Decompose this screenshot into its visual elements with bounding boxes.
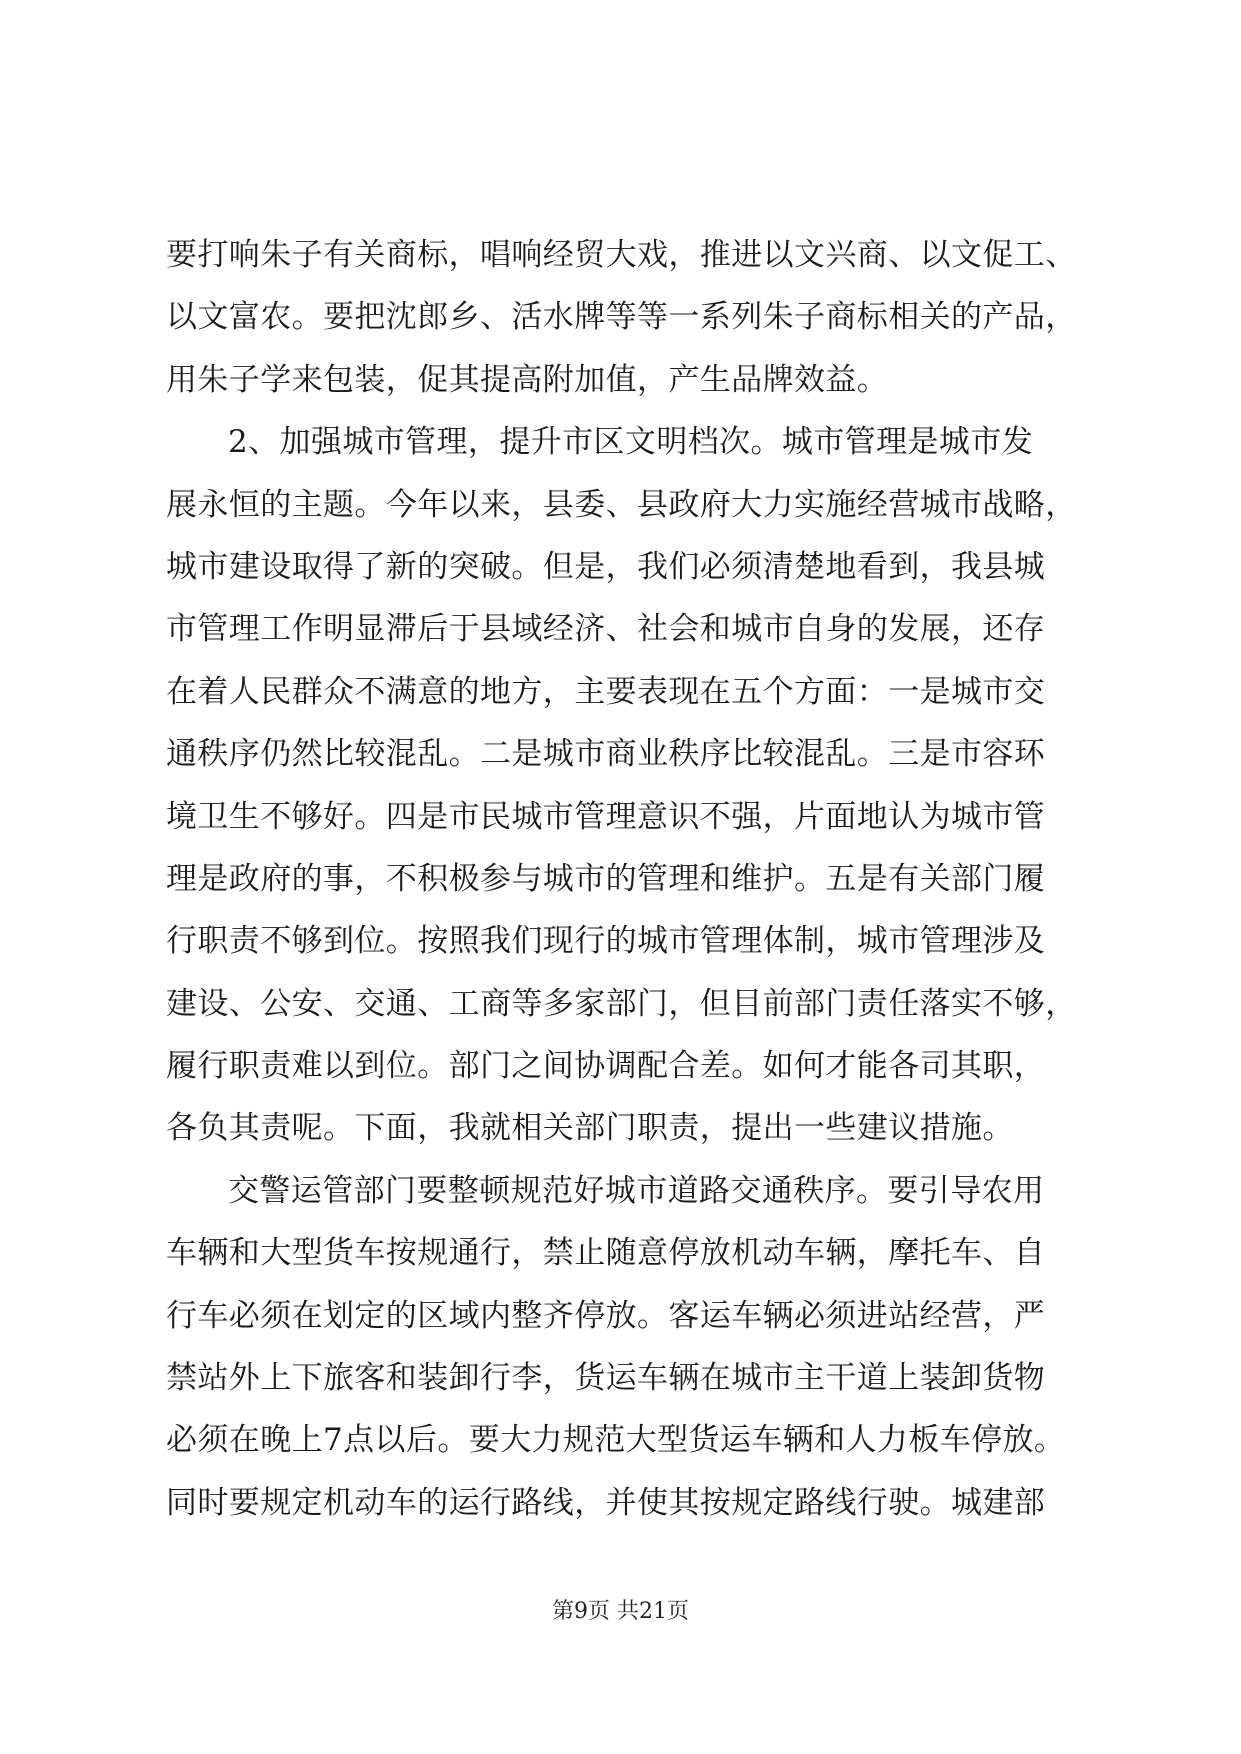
text-line: 履行职责难以到位。部门之间协调配合差。如何才能各司其职，: [166, 1048, 1046, 1085]
text-line: 用朱子学来包装，促其提高附加值，产生品牌效益。: [166, 361, 889, 398]
text-line: 境卫生不够好。四是市民城市管理意识不强，片面地认为城市管: [166, 798, 1046, 835]
text-line: 展永恒的主题。今年以来，县委、县政府大力实施经营城市战略，: [166, 486, 1077, 523]
text-line: 各负其责呢。下面，我就相关部门职责，提出一些建议措施。: [166, 1110, 1014, 1147]
text-line: 市管理工作明显滞后于县域经济、社会和城市自身的发展，还存: [166, 611, 1046, 648]
paragraph-first-line: 2、加强城市管理，提升市区文明档次。城市管理是城市发: [228, 424, 1034, 461]
paragraph-first-line: 交警运管部门要整顿规范好城市道路交通秩序。要引导农用: [228, 1172, 1045, 1209]
text-line: 要打响朱子有关商标，唱响经贸大戏，推进以文兴商、以文促工、: [166, 237, 1077, 273]
text-line: 建设、公安、交通、工商等多家部门，但目前部门责任落实不够，: [166, 985, 1077, 1022]
text-line: 以文富农。要把沈郎乡、活水牌等等一系列朱子商标相关的产品，: [166, 299, 1077, 336]
text-line: 城市建设取得了新的突破。但是，我们必须清楚地看到，我县城: [166, 548, 1046, 585]
page-number: 第9页 共21页: [552, 1599, 689, 1624]
text-line: 同时要规定机动车的运行路线，并使其按规定路线行驶。城建部: [166, 1484, 1046, 1521]
text-line: 禁站外上下旅客和装卸行李，货运车辆在城市主干道上装卸货物: [166, 1360, 1046, 1397]
text-line: 行车必须在划定的区域内整齐停放。客运车辆必须进站经营，严: [166, 1297, 1046, 1334]
body-text: [166, 224, 1078, 1534]
text-line: 车辆和大型货车按规通行，禁止随意停放机动车辆，摩托车、自: [166, 1235, 1046, 1272]
text-line: 理是政府的事，不积极参与城市的管理和维护。五是有关部门履: [166, 860, 1046, 897]
text-line: 行职责不够到位。按照我们现行的城市管理体制，城市管理涉及: [166, 923, 1046, 960]
text-line: 在着人民群众不满意的地方，主要表现在五个方面：一是城市交: [166, 673, 1046, 710]
text-line: 必须在晚上7点以后。要大力规范大型货运车辆和人力板车停放。: [166, 1422, 1066, 1459]
text-line: 通秩序仍然比较混乱。二是城市商业秩序比较混乱。三是市容环: [166, 736, 1046, 773]
